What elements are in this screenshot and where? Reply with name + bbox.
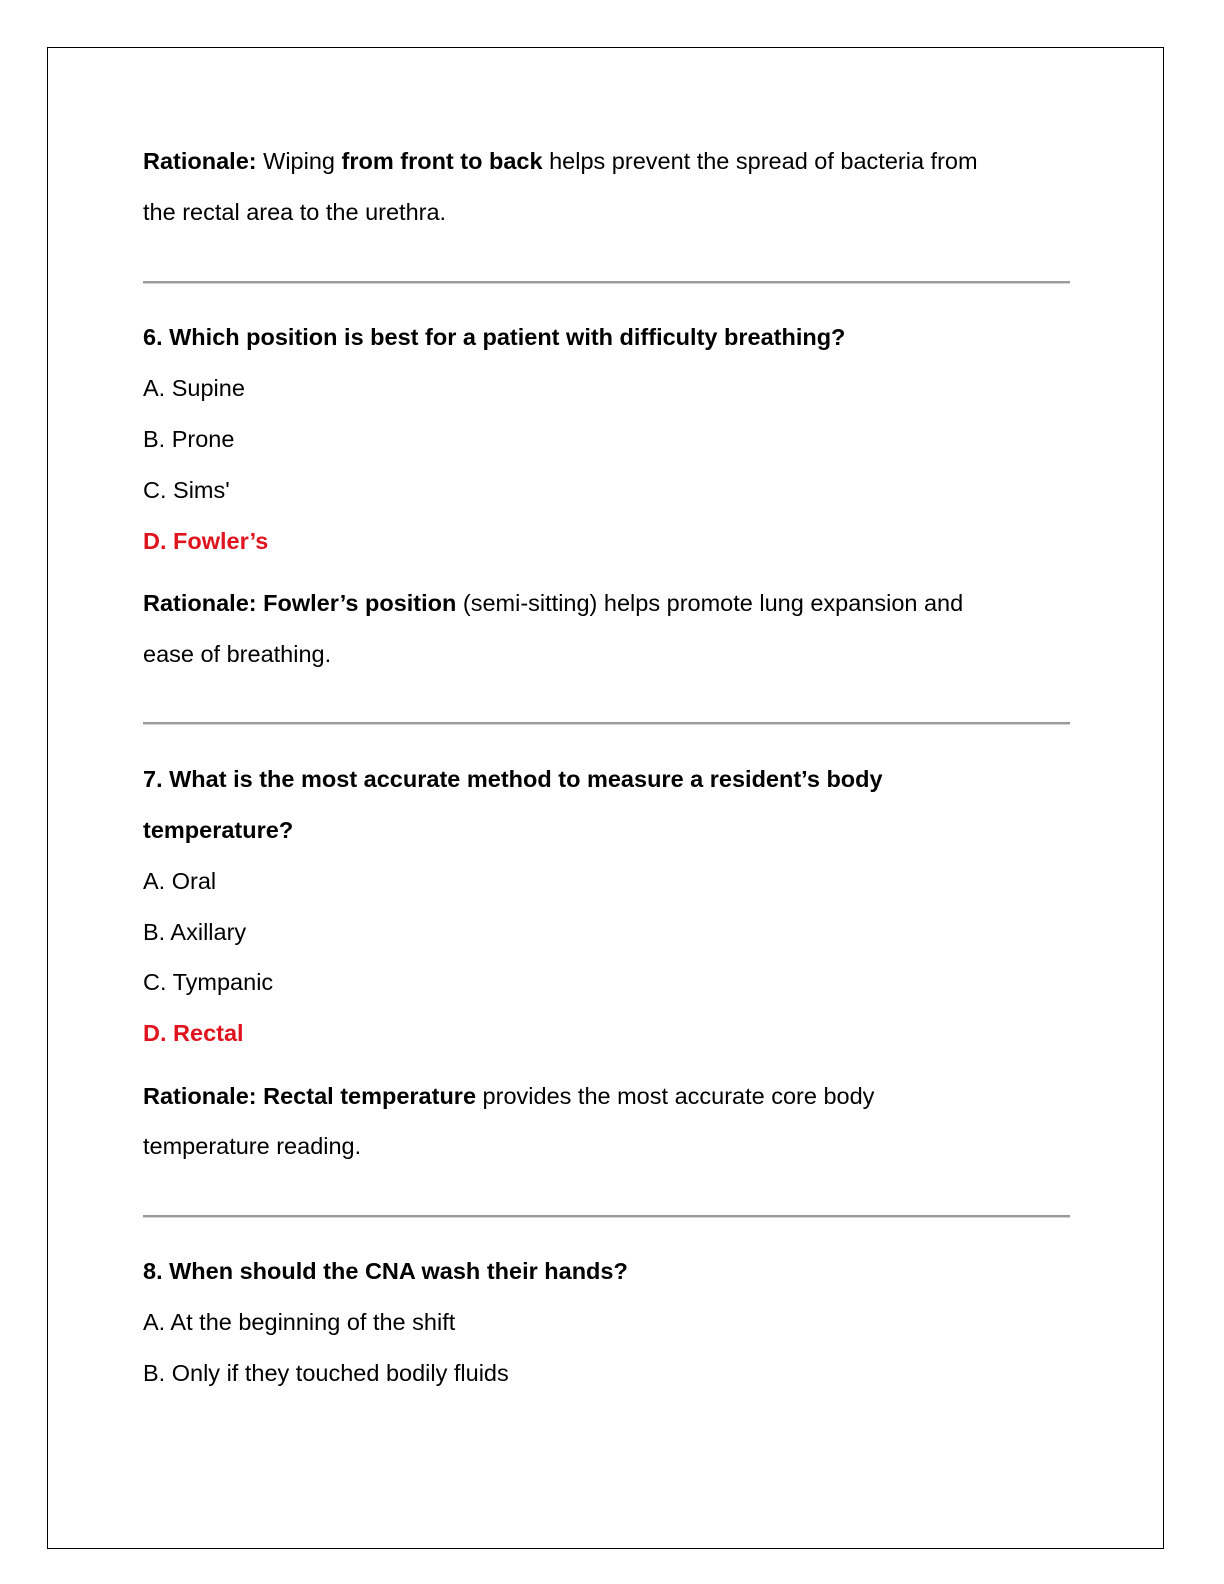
q7-rationale-line1 xyxy=(143,1081,874,1111)
q7-option-c: C. Tympanic xyxy=(143,969,274,995)
q6-answer: D. Fowler’s xyxy=(143,528,269,554)
rationale-emphasis: from front to back xyxy=(341,148,543,174)
q8-option-a: A. At the beginning of the shift xyxy=(143,1309,456,1335)
rationale-label: Rationale: Fowler’s position xyxy=(143,590,457,616)
rationale-label: Rationale: xyxy=(143,148,257,174)
rationale-q5-line2: the rectal area to the urethra. xyxy=(143,199,447,225)
q8-option-b: B. Only if they touched bodily fluids xyxy=(143,1360,509,1386)
question-7-line1: 7. What is the most accurate method to measure a resident’s body xyxy=(143,766,883,792)
divider xyxy=(143,1215,1070,1218)
q7-option-a: A. Oral xyxy=(143,868,217,894)
q7-rationale-line2: temperature reading. xyxy=(143,1133,362,1159)
question-6: 6. Which position is best for a patient with difficulty breathing? xyxy=(143,324,846,350)
q7-option-b: B. Axillary xyxy=(143,919,247,945)
question-8: 8. When should the CNA wash their hands? xyxy=(143,1258,628,1284)
divider xyxy=(143,722,1070,725)
divider xyxy=(143,281,1070,284)
q7-answer: D. Rectal xyxy=(143,1020,244,1046)
question-7-line2: temperature? xyxy=(143,817,294,843)
rationale-text: Wiping xyxy=(256,148,342,174)
rationale-text: helps prevent the spread of bacteria from xyxy=(542,148,978,174)
q6-option-c: C. Sims' xyxy=(143,477,230,503)
rationale-q5-line1 xyxy=(143,146,978,176)
q6-option-b: B. Prone xyxy=(143,426,235,452)
q6-rationale-line1 xyxy=(143,588,963,618)
q6-rationale-line2: ease of breathing. xyxy=(143,641,332,667)
rationale-label: Rationale: Rectal temperature xyxy=(143,1083,477,1109)
q6-option-a: A. Supine xyxy=(143,375,245,401)
rationale-text: provides the most accurate core body xyxy=(476,1083,875,1109)
rationale-text: (semi-sitting) helps promote lung expansion and xyxy=(456,590,964,616)
